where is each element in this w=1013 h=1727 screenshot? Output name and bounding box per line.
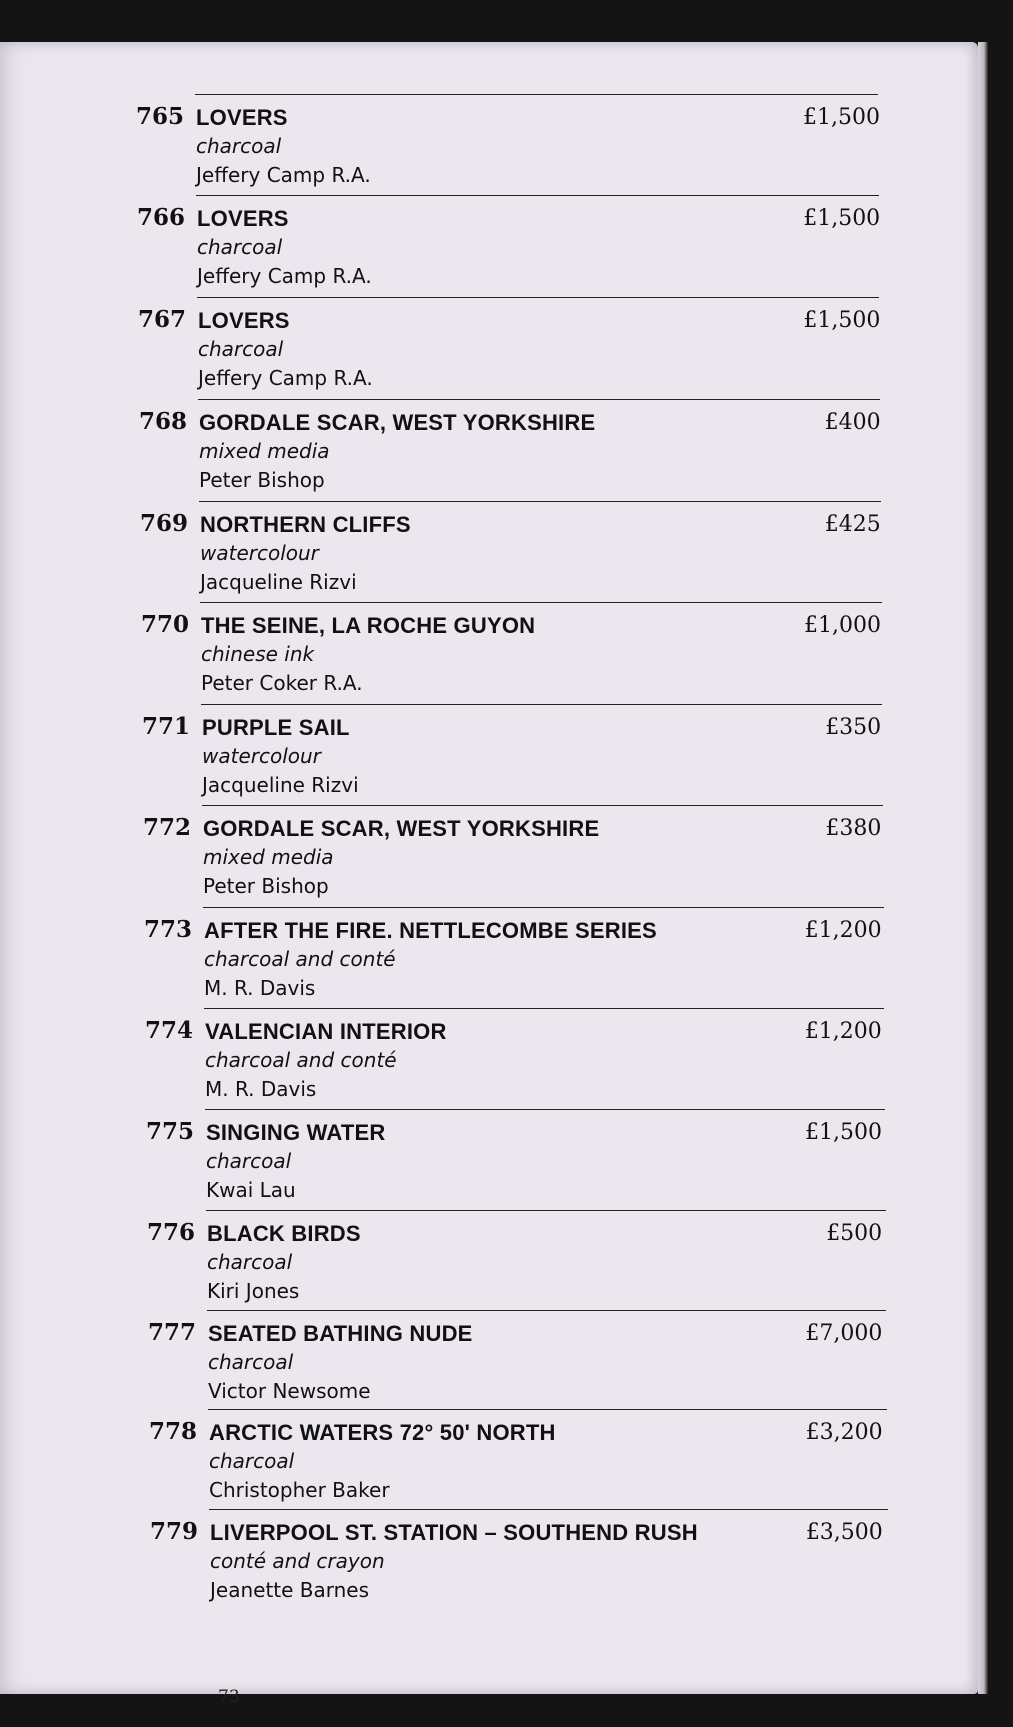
entry-title: LOVERS: [197, 206, 289, 231]
catalogue-entry: [0, 1509, 978, 1609]
catalogue-page: [0, 42, 978, 1707]
entry-number: 765: [135, 103, 184, 130]
entry-price: £3,500: [805, 1520, 883, 1545]
entry-medium: charcoal and conté: [205, 1048, 397, 1072]
entry-artist: Jeanette Barnes: [210, 1578, 370, 1602]
entry-number: 779: [149, 1518, 198, 1545]
entry-title: LOVERS: [198, 308, 290, 333]
entry-medium: watercolour: [202, 744, 321, 768]
entry-artist: Kiri Jones: [207, 1279, 300, 1303]
entry-divider: [199, 501, 881, 502]
entry-title: PURPLE SAIL: [202, 715, 350, 740]
entry-artist: Kwai Lau: [206, 1178, 296, 1202]
catalogue-entry: [0, 602, 978, 702]
entry-medium: conté and crayon: [210, 1549, 385, 1573]
entry-medium: charcoal: [206, 1149, 292, 1173]
entry-number: 766: [136, 204, 185, 231]
catalogue-entry: [0, 94, 978, 194]
entry-artist: Christopher Baker: [209, 1478, 390, 1502]
entry-title: BLACK BIRDS: [207, 1221, 361, 1246]
entry-artist: Peter Bishop: [203, 874, 329, 898]
entry-medium: chinese ink: [201, 642, 315, 666]
entry-title: GORDALE SCAR, WEST YORKSHIRE: [199, 410, 596, 435]
catalogue-entry: [0, 704, 978, 804]
entry-price: £7,000: [805, 1321, 883, 1346]
entry-title: THE SEINE, LA ROCHE GUYON: [201, 613, 536, 638]
entry-number: 769: [139, 510, 188, 537]
entry-price: £350: [825, 715, 882, 740]
catalogue-entry: [0, 907, 978, 1007]
page-edge: [978, 42, 988, 1694]
entry-divider: [197, 297, 879, 298]
entry-price: £500: [826, 1221, 883, 1246]
catalogue-entry: [0, 1008, 978, 1108]
catalogue-entry: [0, 501, 978, 601]
catalogue-entry: [0, 1409, 978, 1509]
entry-medium: charcoal: [196, 134, 282, 158]
entry-number: 777: [147, 1319, 196, 1346]
entry-artist: Jeffery Camp R.A.: [197, 264, 372, 288]
entry-artist: Peter Coker R.A.: [201, 671, 363, 695]
entry-price: £1,200: [804, 1019, 882, 1044]
entry-title: AFTER THE FIRE. NETTLECOMBE SERIES: [204, 918, 657, 943]
entry-medium: charcoal: [207, 1250, 293, 1274]
entry-number: 770: [140, 611, 189, 638]
entry-number: 772: [142, 814, 191, 841]
entry-divider: [195, 94, 878, 95]
entry-divider: [206, 1210, 886, 1211]
entry-number: 778: [148, 1418, 197, 1445]
entry-number: 774: [144, 1017, 193, 1044]
entry-title: ARCTIC WATERS 72° 50' NORTH: [209, 1420, 556, 1445]
entry-divider: [205, 1109, 885, 1110]
entry-artist: Peter Bishop: [199, 468, 325, 492]
entry-price: £1,500: [803, 206, 881, 231]
entry-price: £1,500: [803, 308, 881, 333]
catalogue-entry: [0, 1109, 978, 1209]
entry-medium: charcoal and conté: [204, 947, 396, 971]
entry-divider: [198, 399, 880, 400]
entry-number: 768: [138, 408, 187, 435]
page-number: 73: [218, 1687, 240, 1707]
entry-number: 773: [143, 916, 192, 943]
entry-medium: mixed media: [203, 845, 334, 869]
entry-medium: charcoal: [208, 1350, 294, 1374]
entry-artist: M. R. Davis: [205, 1077, 317, 1101]
entry-divider: [202, 805, 883, 806]
entry-artist: Jacqueline Rizvi: [200, 570, 357, 594]
entry-number: 776: [146, 1219, 195, 1246]
catalogue-entry: [0, 1310, 978, 1410]
entry-price: £1,000: [804, 613, 881, 638]
entry-title: SINGING WATER: [206, 1120, 386, 1145]
entry-artist: Jacqueline Rizvi: [202, 773, 359, 797]
entry-medium: mixed media: [199, 439, 330, 463]
entry-artist: Jeffery Camp R.A.: [198, 366, 373, 390]
entry-price: £425: [824, 512, 881, 537]
catalogue-entry: [0, 399, 978, 499]
entry-title: GORDALE SCAR, WEST YORKSHIRE: [203, 816, 600, 841]
entry-divider: [196, 195, 879, 196]
entry-divider: [200, 602, 882, 603]
entry-divider: [201, 704, 882, 705]
entry-divider: [207, 1310, 886, 1311]
entry-number: 767: [137, 306, 186, 333]
entry-title: SEATED BATHING NUDE: [208, 1321, 473, 1346]
catalogue-entry: [0, 1210, 978, 1310]
entry-number: 775: [145, 1118, 194, 1145]
entry-number: 771: [141, 713, 190, 740]
entry-divider: [209, 1509, 888, 1510]
entry-price: £3,200: [805, 1420, 883, 1445]
entry-divider: [203, 907, 884, 908]
entry-medium: charcoal: [209, 1449, 295, 1473]
entry-price: £400: [824, 410, 881, 435]
entry-artist: M. R. Davis: [204, 976, 316, 1000]
catalogue-entry: [0, 805, 978, 905]
entry-title: LIVERPOOL ST. STATION – SOUTHEND RUSH: [210, 1520, 698, 1545]
entry-price: £1,500: [805, 1120, 882, 1145]
entry-artist: Jeffery Camp R.A.: [196, 163, 371, 187]
entry-medium: charcoal: [198, 337, 284, 361]
catalogue-entry: [0, 297, 978, 397]
entry-divider: [208, 1409, 887, 1410]
entry-medium: charcoal: [197, 235, 283, 259]
catalogue-entry: [0, 195, 978, 295]
entry-title: NORTHERN CLIFFS: [200, 512, 411, 537]
entry-price: £1,500: [803, 105, 880, 130]
entry-divider: [204, 1008, 884, 1009]
entry-price: £380: [825, 816, 882, 841]
entry-title: VALENCIAN INTERIOR: [205, 1019, 447, 1044]
entry-price: £1,200: [804, 918, 882, 943]
entry-title: LOVERS: [196, 105, 288, 130]
entry-artist: Victor Newsome: [208, 1379, 371, 1403]
entry-medium: watercolour: [200, 541, 319, 565]
